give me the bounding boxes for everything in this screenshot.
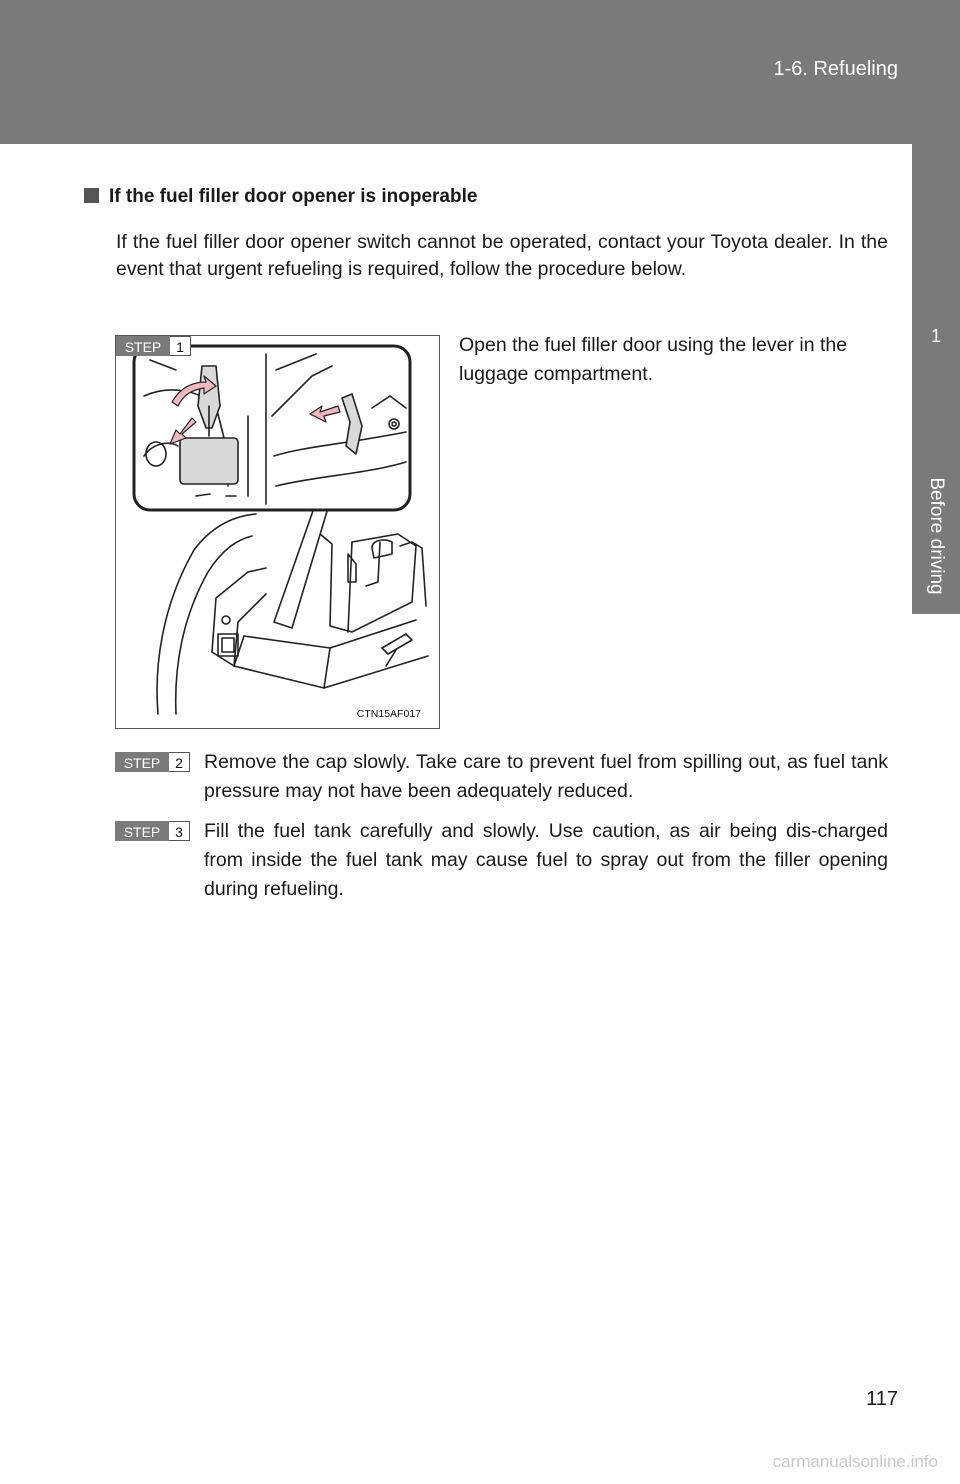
step-number: 2 xyxy=(169,752,190,772)
step-number: 3 xyxy=(169,821,190,841)
page-header xyxy=(0,0,960,144)
step-3-text: Fill the fuel tank carefully and slowly. Use caution, as air being dis-charged from inside the fuel tank may cause fuel to spray out from the filler opening during refueling. xyxy=(204,820,888,900)
step-word: STEP xyxy=(115,821,169,841)
step-word: STEP xyxy=(116,336,170,356)
chapter-tab xyxy=(912,144,960,614)
figure-code: CTN15AF017 xyxy=(356,708,421,720)
step-number: 1 xyxy=(170,336,191,356)
fuel-door-lever-illustration xyxy=(115,335,440,729)
square-bullet-icon xyxy=(84,188,99,203)
luggage-compartment-drawing xyxy=(116,336,439,728)
step-badge-3 xyxy=(115,821,190,841)
section-heading xyxy=(84,186,477,208)
step-1-text: Open the fuel filler door using the lever in the luggage compartment. xyxy=(459,334,848,385)
chapter-number: 1 xyxy=(930,326,941,346)
section-heading-text: If the fuel filler door opener is inoperable xyxy=(109,186,478,207)
intro-paragraph: If the fuel filler door opener switch cannot be operated, contact your Toyota dealer. In the event that urgent refueling is required, follow the procedure below. xyxy=(116,231,888,280)
step-2-text: Remove the cap slowly. Take care to prevent fuel from spilling out, as fuel tank pressure may not have been adequately reduced. xyxy=(204,751,888,802)
watermark: carmanualsonline.info xyxy=(772,1452,938,1471)
step-badge-1 xyxy=(116,336,191,356)
step-badge-2 xyxy=(115,752,190,772)
section-title: 1-6. Refueling xyxy=(773,58,898,80)
chapter-label: Before driving xyxy=(926,477,947,595)
page-number: 117 xyxy=(866,1388,898,1410)
step-word: STEP xyxy=(115,752,169,772)
